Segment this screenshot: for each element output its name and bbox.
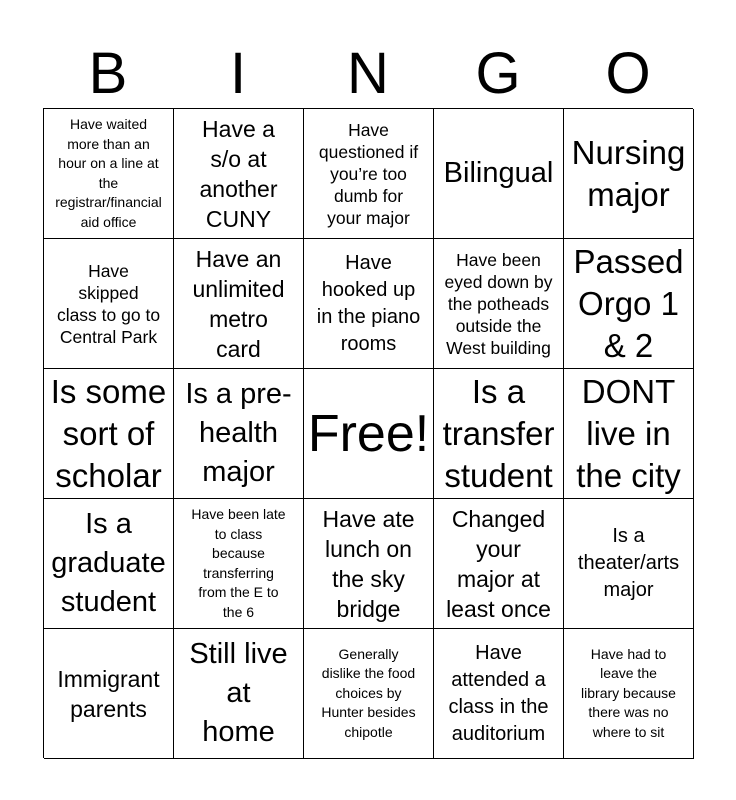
header-letter-o: O — [605, 41, 651, 106]
bingo-cell — [44, 499, 174, 629]
bingo-cell — [434, 369, 564, 499]
bingo-cell — [564, 499, 694, 629]
cell-text: Have been late to class because transferring from the E to the 6 — [191, 506, 286, 620]
cell-text: Have attended a class in the auditorium — [448, 641, 549, 745]
free-space-text: Free! — [307, 404, 430, 463]
header-letter-g: G — [475, 41, 521, 106]
bingo-cell — [564, 369, 694, 499]
cell-text: Nursing major — [571, 133, 686, 213]
bingo-board — [43, 108, 693, 758]
cell-text: Changed your major at least once — [446, 505, 551, 622]
header-letter-i: I — [229, 41, 247, 106]
header-letter-n: N — [347, 41, 389, 106]
bingo-cell — [174, 499, 304, 629]
bingo-cell — [434, 109, 564, 239]
bingo-cell — [44, 109, 174, 239]
cell-text: Generally dislike the food choices by Hunter besides chipotle — [321, 645, 416, 740]
bingo-cell — [44, 369, 174, 499]
cell-text: Have questioned if you’re too dumb for your major — [318, 119, 419, 228]
bingo-cell — [174, 239, 304, 369]
cell-text: Have ate lunch on the sky bridge — [322, 505, 415, 622]
cell-text: Have a s/o at another CUNY — [199, 115, 278, 232]
bingo-cell-free — [304, 369, 434, 499]
bingo-cell — [174, 629, 304, 759]
cell-text: Have waited more than an hour on a line at the registrar/financial aid office — [55, 116, 162, 230]
bingo-cell — [564, 109, 694, 239]
cell-text: Is a graduate student — [51, 508, 166, 618]
bingo-cell — [564, 629, 694, 759]
cell-text: Have skipped class to go to Central Park — [56, 260, 161, 347]
bingo-cell — [44, 239, 174, 369]
bingo-cell — [304, 109, 434, 239]
bingo-cell — [434, 629, 564, 759]
cell-text: Immigrant parents — [57, 665, 160, 722]
cell-text: DONT live in the city — [576, 372, 681, 494]
bingo-cell — [564, 239, 694, 369]
cell-text: Bilingual — [443, 157, 554, 189]
bingo-cell — [174, 109, 304, 239]
cell-text: Have an unlimited metro card — [192, 245, 285, 362]
bingo-cell — [434, 499, 564, 629]
bingo-cell — [304, 239, 434, 369]
cell-text: Have had to leave the library because there was no where to sit — [581, 645, 676, 740]
bingo-header — [43, 40, 693, 108]
bingo-cell — [434, 239, 564, 369]
cell-text: Still live at home — [189, 638, 288, 748]
cell-text: Is a pre- health major — [185, 378, 292, 488]
bingo-cell — [304, 499, 434, 629]
cell-text: Passed Orgo 1 & 2 — [573, 242, 684, 364]
header-letter-b: B — [88, 41, 128, 106]
cell-text: Have been eyed down by the potheads outside the West building — [444, 249, 553, 358]
bingo-cell — [44, 629, 174, 759]
bingo-cell — [174, 369, 304, 499]
cell-text: Have hooked up in the piano rooms — [316, 251, 421, 355]
bingo-cell — [304, 629, 434, 759]
cell-text: Is a transfer student — [442, 372, 555, 494]
cell-text: Is some sort of scholar — [50, 372, 167, 494]
cell-text: Is a theater/arts major — [577, 525, 680, 601]
